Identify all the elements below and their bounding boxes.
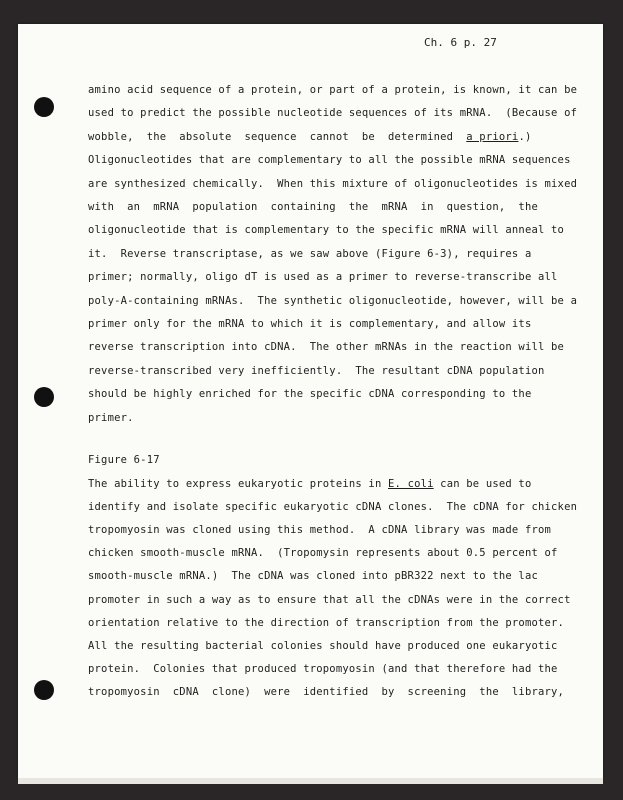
page-header: Ch. 6 p. 27 [424, 36, 497, 49]
text-line: identify and isolate specific eukaryotic cDNA clones. The cDNA for chicken [88, 501, 578, 514]
underlined-term: a priori [466, 130, 519, 143]
text-line: with an mRNA population containing the mRNA in question, the [88, 201, 538, 213]
binder-hole-top [34, 97, 54, 117]
text-line: All the resulting bacterial colonies should have produced one eukaryotic [88, 639, 558, 652]
text-line: primer; normally, oligo dT is used as a primer to reverse-transcribe all [88, 271, 558, 284]
text-line: Oligonucleotides that are complementary to all the possible mRNA sequences [88, 154, 571, 167]
binder-hole-bottom [34, 680, 54, 700]
text-line: The ability to express eukaryotic proteins in E. coli can be used to [88, 478, 532, 490]
text-line: reverse transcription into cDNA. The other mRNAs in the reaction will be [88, 341, 565, 354]
text-line: should be highly enriched for the specific cDNA corresponding to the [88, 388, 532, 401]
text-line: oligonucleotide that is complementary to the specific mRNA will anneal to [88, 224, 565, 237]
text-line: poly-A-containing mRNAs. The synthetic oligonucleotide, however, will be a [88, 294, 578, 307]
text-line: used to predict the possible nucleotide sequences of its mRNA. (Because of [88, 107, 578, 120]
text-line: protein. Colonies that produced tropomyosin (and that therefore had the [88, 662, 558, 675]
text-line: promoter in such a way as to ensure that all the cDNAs were in the correct [88, 593, 571, 606]
text-line: it. Reverse transcriptase, as we saw above (Figure 6-3), requires a [88, 247, 532, 260]
text-line: primer only for the mRNA to which it is complementary, and allow its [88, 318, 532, 330]
text-line: are synthesized chemically. When this mixture of oligonucleotides is mixed [88, 177, 578, 190]
text-line: tropomyosin cDNA clone) were identified by screening the library, [88, 685, 565, 698]
text-line: reverse-transcribed very inefficiently. The resultant cDNA population [88, 364, 545, 377]
text-line: amino acid sequence of a protein, or part of a protein, is known, it can be [88, 84, 578, 96]
text-line: wobble, the absolute sequence cannot be determined a priori.) [88, 130, 532, 143]
text-line: primer. [88, 411, 134, 424]
text-line: smooth-muscle mRNA.) The cDNA was cloned into pBR322 next to the lac [88, 570, 538, 583]
page-bottom-edge [18, 778, 603, 784]
text-line: orientation relative to the direction of transcription from the promoter. [88, 616, 565, 629]
figure-heading: Figure 6-17 [88, 454, 160, 466]
binder-hole-middle [34, 387, 54, 407]
text-line: tropomyosin was cloned using this method. A cDNA library was made from [88, 524, 552, 537]
text-line: chicken smooth-muscle mRNA. (Tropomysin represents about 0.5 percent of [88, 547, 558, 560]
underlined-term: E. coli [388, 478, 434, 490]
